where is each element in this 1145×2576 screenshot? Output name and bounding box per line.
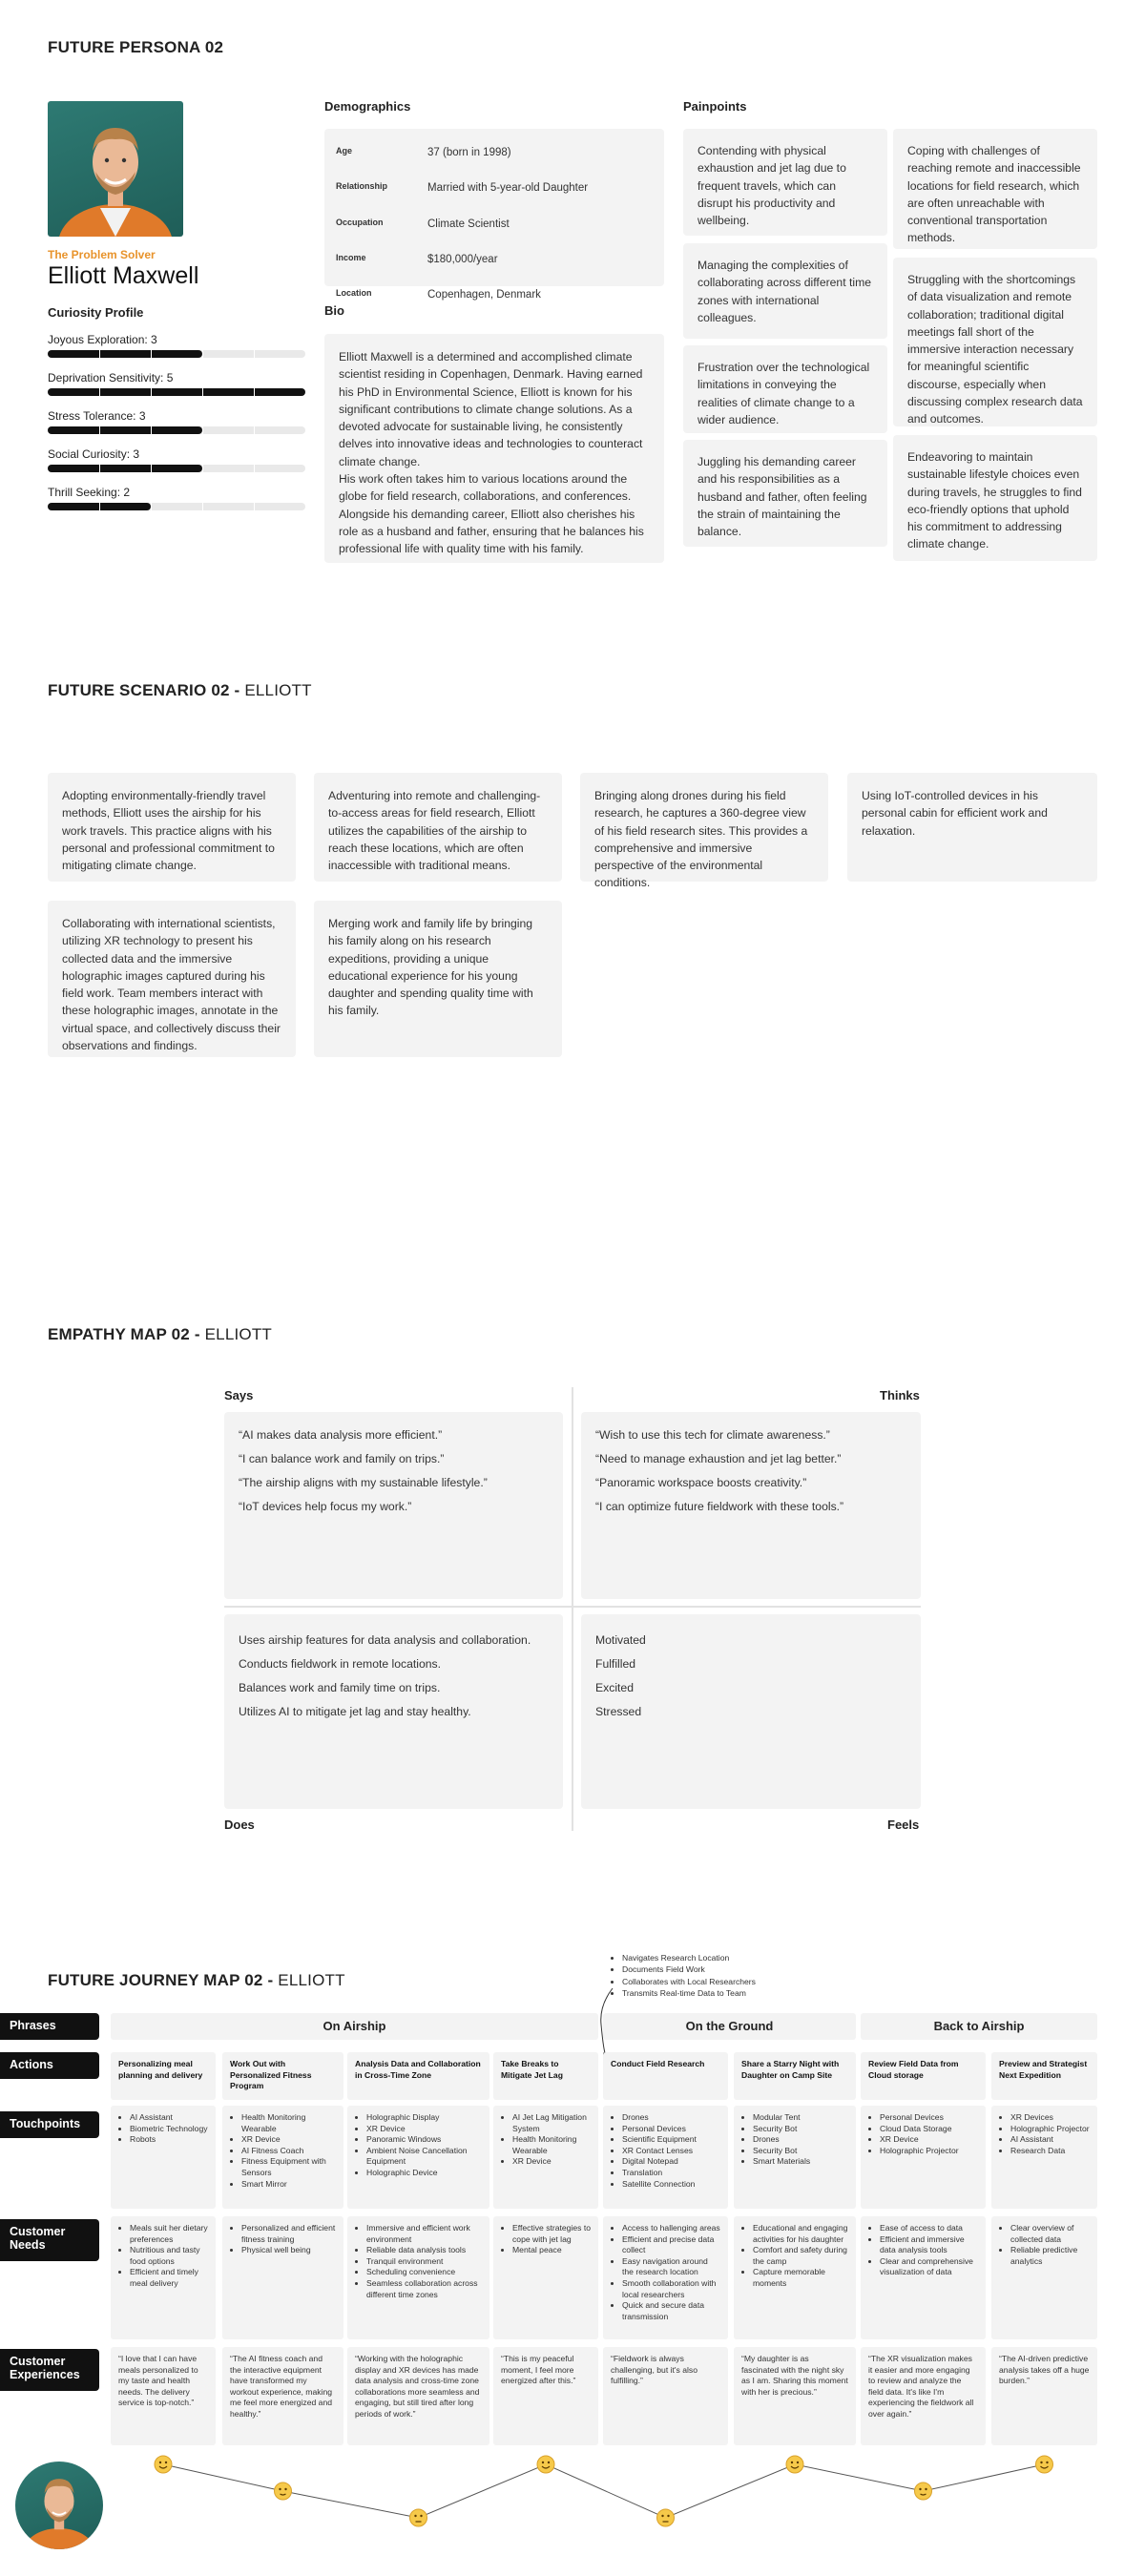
experience-cell: “My daughter is as fascinated with the night sky as I am. Sharing this moment with her is precious.”	[734, 2347, 856, 2445]
neutral-face-icon	[410, 2509, 427, 2526]
need-item: • Meals suit her dietary preferences	[130, 2223, 208, 2245]
bio-text: Elliott Maxwell is a determined and accomplished climate scientist residing in Copenhagen, Denmark. Having earned his PhD in Environmental Science, Elliott is known for his significant contributions to climate change solutions. As a devoted advocate for sustainable living, he consistently delves into innovative ideas and technologies to counteract climate change. His work often takes him to various locations around the globe for field research, collaborations, and conferences. Alongside his demanding career, Elliott also cherishes his role as a husband and father, ensuring that he balances his professional life with quality time with his family.	[324, 334, 664, 563]
does-box	[224, 1614, 563, 1809]
touchpoint-item: • Security Bot	[753, 2124, 848, 2135]
curiosity-bar-fill	[48, 350, 202, 358]
persona-photo	[48, 101, 183, 237]
curiosity-heading: Curiosity Profile	[48, 305, 144, 320]
touchpoint-item: • Smart Materials	[753, 2156, 848, 2168]
touchpoint-item: • Health Monitoring Wearable	[241, 2112, 336, 2134]
person-portrait-icon	[48, 101, 183, 237]
action-cell: Take Breaks to Mitigate Jet Lag	[493, 2052, 598, 2100]
scenario-card: Adopting environmentally-friendly travel methods, Elliott uses the airship for his work travels. This practice aligns with his personal and professional commitment to mitigating climate change.	[48, 773, 296, 882]
callout-item: • Collaborates with Local Researchers	[622, 1976, 756, 1987]
thinks-quote: “I can optimize future fieldwork with these tools.”	[595, 1500, 844, 1514]
touchpoint-item: • Holographic Device	[366, 2168, 482, 2179]
curiosity-bar	[48, 465, 305, 472]
touchpoint-cell	[603, 2106, 728, 2209]
experience-cell: “The AI-driven predictive analysis takes off a huge burden.”	[991, 2347, 1097, 2445]
painpoint-card: Coping with challenges of reaching remote and inaccessible locations for field research, which are often unreachable with conventional transportation methods.	[893, 129, 1097, 249]
feels-label: Feels	[887, 1818, 920, 1832]
empathy-vertical-divider	[572, 1387, 573, 1831]
curiosity-bar	[48, 426, 305, 434]
touchpoint-item: • Modular Tent	[753, 2112, 848, 2124]
need-item: • Physical well being	[241, 2245, 336, 2256]
touchpoint-item: • Research Data	[1010, 2146, 1090, 2157]
persona-name: Elliott Maxwell	[48, 262, 199, 289]
touchpoint-item: • XR Device	[241, 2134, 336, 2146]
row-label-touchpoints: Touchpoints	[0, 2111, 99, 2138]
feels-item: Stressed	[595, 1705, 642, 1719]
neutral-face-icon	[657, 2509, 675, 2526]
demo-key: Occupation	[336, 217, 384, 227]
touchpoint-item: • AI Assistant	[130, 2112, 208, 2124]
touchpoint-cell	[861, 2106, 986, 2209]
need-cell	[493, 2216, 598, 2339]
phase-on-airship: On Airship	[111, 2013, 598, 2040]
feels-item: Excited	[595, 1681, 634, 1695]
need-item: • Access to hallenging areas	[622, 2223, 720, 2234]
demo-key: Location	[336, 288, 372, 298]
happy-face-icon	[537, 2456, 554, 2473]
touchpoint-item: • XR Devices	[1010, 2112, 1090, 2124]
demo-key: Relationship	[336, 181, 388, 192]
smile-face-icon	[275, 2483, 292, 2500]
need-item: • Easy navigation around the research location	[622, 2256, 720, 2278]
action-cell: Personalizing meal planning and delivery	[111, 2052, 216, 2100]
says-label: Says	[224, 1388, 254, 1402]
does-item: Uses airship features for data analysis and collaboration.	[239, 1633, 531, 1647]
curiosity-label: Stress Tolerance: 3	[48, 409, 146, 423]
need-cell	[603, 2216, 728, 2339]
need-item: • Educational and engaging activities for his daughter	[753, 2223, 848, 2245]
need-item: • Ease of access to data	[880, 2223, 978, 2234]
need-cell	[111, 2216, 216, 2339]
need-cell	[861, 2216, 986, 2339]
need-item: • Quick and secure data transmission	[622, 2300, 720, 2322]
need-item: • Effective strategies to cope with jet lag	[512, 2223, 591, 2245]
touchpoint-cell	[991, 2106, 1097, 2209]
curiosity-bar	[48, 388, 305, 396]
says-quote: “I can balance work and family on trips.”	[239, 1452, 445, 1466]
touchpoint-item: • Health Monitoring Wearable	[512, 2134, 591, 2156]
happy-face-icon	[155, 2456, 172, 2473]
painpoint-card: Frustration over the technological limitations in conveying the realities of climate change to a wider audience.	[683, 345, 887, 433]
need-cell	[734, 2216, 856, 2339]
row-label-experiences: Customer Experiences	[0, 2349, 99, 2391]
does-item: Conducts fieldwork in remote locations.	[239, 1657, 442, 1672]
touchpoint-item: • Ambient Noise Cancellation Equipment	[366, 2146, 482, 2168]
touchpoint-item: • Drones	[622, 2112, 720, 2124]
curiosity-label: Social Curiosity: 3	[48, 447, 140, 461]
feels-box	[581, 1614, 921, 1809]
journey-title	[48, 1971, 345, 1990]
does-label: Does	[224, 1818, 255, 1832]
action-cell: Work Out with Personalized Fitness Program	[222, 2052, 344, 2100]
does-item: Utilizes AI to mitigate jet lag and stay healthy.	[239, 1705, 471, 1719]
touchpoint-item: • Holographic Projector	[1010, 2124, 1090, 2135]
touchpoint-item: • Cloud Data Storage	[880, 2124, 978, 2135]
says-quote: “IoT devices help focus my work.”	[239, 1500, 412, 1514]
need-item: • Nutritious and tasty food options	[130, 2245, 208, 2267]
empathy-title-name: ELLIOTT	[204, 1325, 273, 1343]
empathy-horizontal-divider	[224, 1606, 921, 1608]
touchpoint-item: • Translation	[622, 2168, 720, 2179]
touchpoint-item: • Biometric Technology	[130, 2124, 208, 2135]
touchpoint-item: • AI Fitness Coach	[241, 2146, 336, 2157]
experience-cell: “I love that I can have meals personalized to my taste and health needs. The delivery service is top-notch.”	[111, 2347, 216, 2445]
phase-on-the-ground: On the Ground	[603, 2013, 856, 2040]
action-cell: Analysis Data and Collaboration in Cross-Time Zone	[347, 2052, 489, 2100]
thinks-quote: “Need to manage exhaustion and jet lag better.”	[595, 1452, 842, 1466]
need-item: • Mental peace	[512, 2245, 591, 2256]
curiosity-label: Thrill Seeking: 2	[48, 486, 131, 499]
touchpoint-item: • Scientific Equipment	[622, 2134, 720, 2146]
painpoint-card: Juggling his demanding career and his responsibilities as a husband and father, often feeling the strain of maintaining the balance.	[683, 440, 887, 547]
painpoint-card: Endeavoring to maintain sustainable lifestyle choices even during travels, he struggles to find eco-friendly options that uphold his commitment to addressing climate change.	[893, 435, 1097, 561]
callout-item: • Documents Field Work	[622, 1963, 756, 1975]
row-label-needs: Customer Needs	[0, 2219, 99, 2261]
need-item: • Efficient and precise data collect	[622, 2234, 720, 2256]
demo-value: Copenhagen, Denmark	[427, 289, 541, 301]
need-item: • Comfort and safety during the camp	[753, 2245, 848, 2267]
persona-role: The Problem Solver	[48, 248, 156, 261]
touchpoint-item: • Satellite Connection	[622, 2179, 720, 2191]
need-item: • Personalized and efficient fitness training	[241, 2223, 336, 2245]
smile-face-icon	[915, 2483, 932, 2500]
curiosity-profile	[48, 333, 305, 524]
touchpoint-item: • Drones	[753, 2134, 848, 2146]
journey-title-main: FUTURE JOURNEY MAP 02 -	[48, 1971, 274, 1989]
touchpoint-item: • XR Device	[880, 2134, 978, 2146]
curiosity-bar-fill	[48, 426, 202, 434]
action-cell: Preview and Strategist Next Expedition	[991, 2052, 1097, 2100]
curiosity-bar	[48, 503, 305, 510]
curiosity-label: Deprivation Sensitivity: 5	[48, 371, 174, 384]
touchpoint-item: • Smart Mirror	[241, 2179, 336, 2191]
scenario-card: Collaborating with international scientists, utilizing XR technology to present his collected data and the immersive holographic images captured during his field work. Team members interact with these holographic images, annotate in the virtual space, and collectively discuss their observations and findings.	[48, 901, 296, 1057]
touchpoint-cell	[111, 2106, 216, 2209]
journey-title-name: ELLIOTT	[278, 1971, 345, 1989]
action-cell: Conduct Field Research	[603, 2052, 728, 2100]
need-cell	[222, 2216, 344, 2339]
experience-cell: “The AI fitness coach and the interactive equipment have transformed my workout experience, making me feel more energized and healthy.”	[222, 2347, 344, 2445]
scenario-card: Bringing along drones during his field research, he captures a 360-degree view of his field research sites. This provides a comprehensive and immersive perspective of the environmental conditions.	[580, 773, 828, 882]
action-cell: Share a Starry Night with Daughter on Camp Site	[734, 2052, 856, 2100]
demo-value: Married with 5-year-old Daughter	[427, 182, 589, 195]
row-label-actions: Actions	[0, 2052, 99, 2079]
journey-callout	[611, 1952, 756, 2000]
touchpoint-item: • Personal Devices	[880, 2112, 978, 2124]
touchpoint-item: • XR Device	[366, 2124, 482, 2135]
need-item: • Reliable predictive analytics	[1010, 2245, 1090, 2267]
touchpoint-item: • Robots	[130, 2134, 208, 2146]
need-item: • Immersive and efficient work environment	[366, 2223, 482, 2245]
touchpoint-item: • XR Device	[512, 2156, 591, 2168]
callout-item: • Navigates Research Location	[622, 1952, 756, 1963]
painpoint-card: Managing the complexities of collaborating across different time zones with international colleagues.	[683, 243, 887, 339]
curiosity-bar-fill	[48, 465, 202, 472]
need-item: • Tranquil environment	[366, 2256, 482, 2268]
touchpoint-item: • Panoramic Windows	[366, 2134, 482, 2146]
demographics-table	[324, 135, 590, 314]
thinks-quote: “Wish to use this tech for climate awareness.”	[595, 1428, 830, 1442]
sentiment-line	[163, 2464, 1045, 2518]
painpoint-card: Contending with physical exhaustion and jet lag due to frequent travels, which can disrupt his productivity and wellbeing.	[683, 129, 887, 236]
empathy-title	[48, 1325, 272, 1344]
scenario-title	[48, 681, 312, 700]
bio-heading: Bio	[324, 303, 344, 318]
curiosity-bar-fill	[48, 388, 305, 396]
callout-item: • Transmits Real-time Data to Team	[622, 1987, 756, 1999]
touchpoint-item: • AI Jet Lag Mitigation System	[512, 2112, 591, 2134]
need-item: • Seamless collaboration across different time zones	[366, 2278, 482, 2300]
experience-cell: “This is my peaceful moment, I feel more energized after this.”	[493, 2347, 598, 2445]
feels-item: Fulfilled	[595, 1657, 635, 1672]
touchpoint-item: • Digital Notepad	[622, 2156, 720, 2168]
scenario-title-main: FUTURE SCENARIO 02 -	[48, 681, 240, 699]
demo-value: 37 (born in 1998)	[427, 147, 511, 158]
need-item: • Scheduling convenience	[366, 2267, 482, 2278]
does-item: Balances work and family time on trips.	[239, 1681, 441, 1695]
touchpoint-cell	[734, 2106, 856, 2209]
demographics-card	[324, 129, 664, 301]
thinks-quote: “Panoramic workspace boosts creativity.”	[595, 1476, 807, 1490]
says-quote: “The airship aligns with my sustainable lifestyle.”	[239, 1476, 488, 1490]
thinks-label: Thinks	[880, 1388, 920, 1402]
row-label-phrases: Phrases	[0, 2013, 99, 2040]
need-item: • Clear and comprehensive visualization of data	[880, 2256, 978, 2278]
experience-cell: “Fieldwork is always challenging, but it's also fulfilling.”	[603, 2347, 728, 2445]
demo-key: Income	[336, 252, 366, 262]
scenario-card: Adventuring into remote and challenging-to-access areas for field research, Elliott utilizes the capabilities of the airship to reach these locations, which are often inaccessible with traditional means.	[314, 773, 562, 882]
touchpoint-item: • XR Contact Lenses	[622, 2146, 720, 2157]
need-item: • Efficient and timely meal delivery	[130, 2267, 208, 2289]
touchpoint-item: • Fitness Equipment with Sensors	[241, 2156, 336, 2178]
says-box	[224, 1412, 563, 1599]
curiosity-label: Joyous Exploration: 3	[48, 333, 157, 346]
happy-face-icon	[786, 2456, 803, 2473]
says-quote: “AI makes data analysis more efficient.”	[239, 1428, 443, 1442]
touchpoint-cell	[493, 2106, 598, 2209]
need-item: • Efficient and immersive data analysis tools	[880, 2234, 978, 2256]
curiosity-bar	[48, 350, 305, 358]
thinks-box	[581, 1412, 921, 1599]
touchpoint-item: • Security Bot	[753, 2146, 848, 2157]
painpoints-heading: Painpoints	[683, 99, 747, 114]
demo-key: Age	[336, 146, 353, 156]
phase-back-to-airship: Back to Airship	[861, 2013, 1097, 2040]
touchpoint-cell	[347, 2106, 489, 2209]
feels-item: Motivated	[595, 1633, 646, 1647]
need-item: • Capture memorable moments	[753, 2267, 848, 2289]
scenario-title-name: ELLIOTT	[244, 681, 312, 699]
touchpoint-item: • Personal Devices	[622, 2124, 720, 2135]
touchpoint-item: • Holographic Display	[366, 2112, 482, 2124]
need-item: • Reliable data analysis tools	[366, 2245, 482, 2256]
demo-value: Climate Scientist	[427, 218, 510, 230]
need-cell	[347, 2216, 489, 2339]
sentiment-curve	[0, 2452, 1145, 2557]
touchpoint-item: • Holographic Projector	[880, 2146, 978, 2157]
persona-title: FUTURE PERSONA 02	[48, 38, 224, 56]
painpoint-card: Struggling with the shortcomings of data visualization and remote collaboration; traditional digital meetings fall short of the immersive interaction necessary for meaningful scientific discourse, especially when discussing complex research data and outcomes.	[893, 258, 1097, 426]
demo-value: $180,000/year	[427, 253, 498, 265]
need-cell	[991, 2216, 1097, 2339]
experience-cell: “The XR visualization makes it easier and more engaging to review and analyze the field data. It's like I'm experiencing the fieldwork all over again.”	[861, 2347, 986, 2445]
touchpoint-item: • AI Assistant	[1010, 2134, 1090, 2146]
scenario-card: Using IoT-controlled devices in his personal cabin for efficient work and relaxation.	[847, 773, 1097, 882]
need-item: • Clear overview of collected data	[1010, 2223, 1090, 2245]
touchpoint-cell	[222, 2106, 344, 2209]
scenario-card: Merging work and family life by bringing his family along on his research expeditions, providing a unique educational experience for his young daughter and spending quality time with his family.	[314, 901, 562, 1057]
demographics-heading: Demographics	[324, 99, 411, 114]
happy-face-icon	[1036, 2456, 1053, 2473]
experience-cell: “Working with the holographic display and XR devices has made data analysis and cross-time zone collaborations more seamless and engaging, but still tired after long periods of work.”	[347, 2347, 489, 2445]
empathy-title-main: EMPATHY MAP 02 -	[48, 1325, 200, 1343]
action-cell: Review Field Data from Cloud storage	[861, 2052, 986, 2100]
need-item: • Smooth collaboration with local researchers	[622, 2278, 720, 2300]
